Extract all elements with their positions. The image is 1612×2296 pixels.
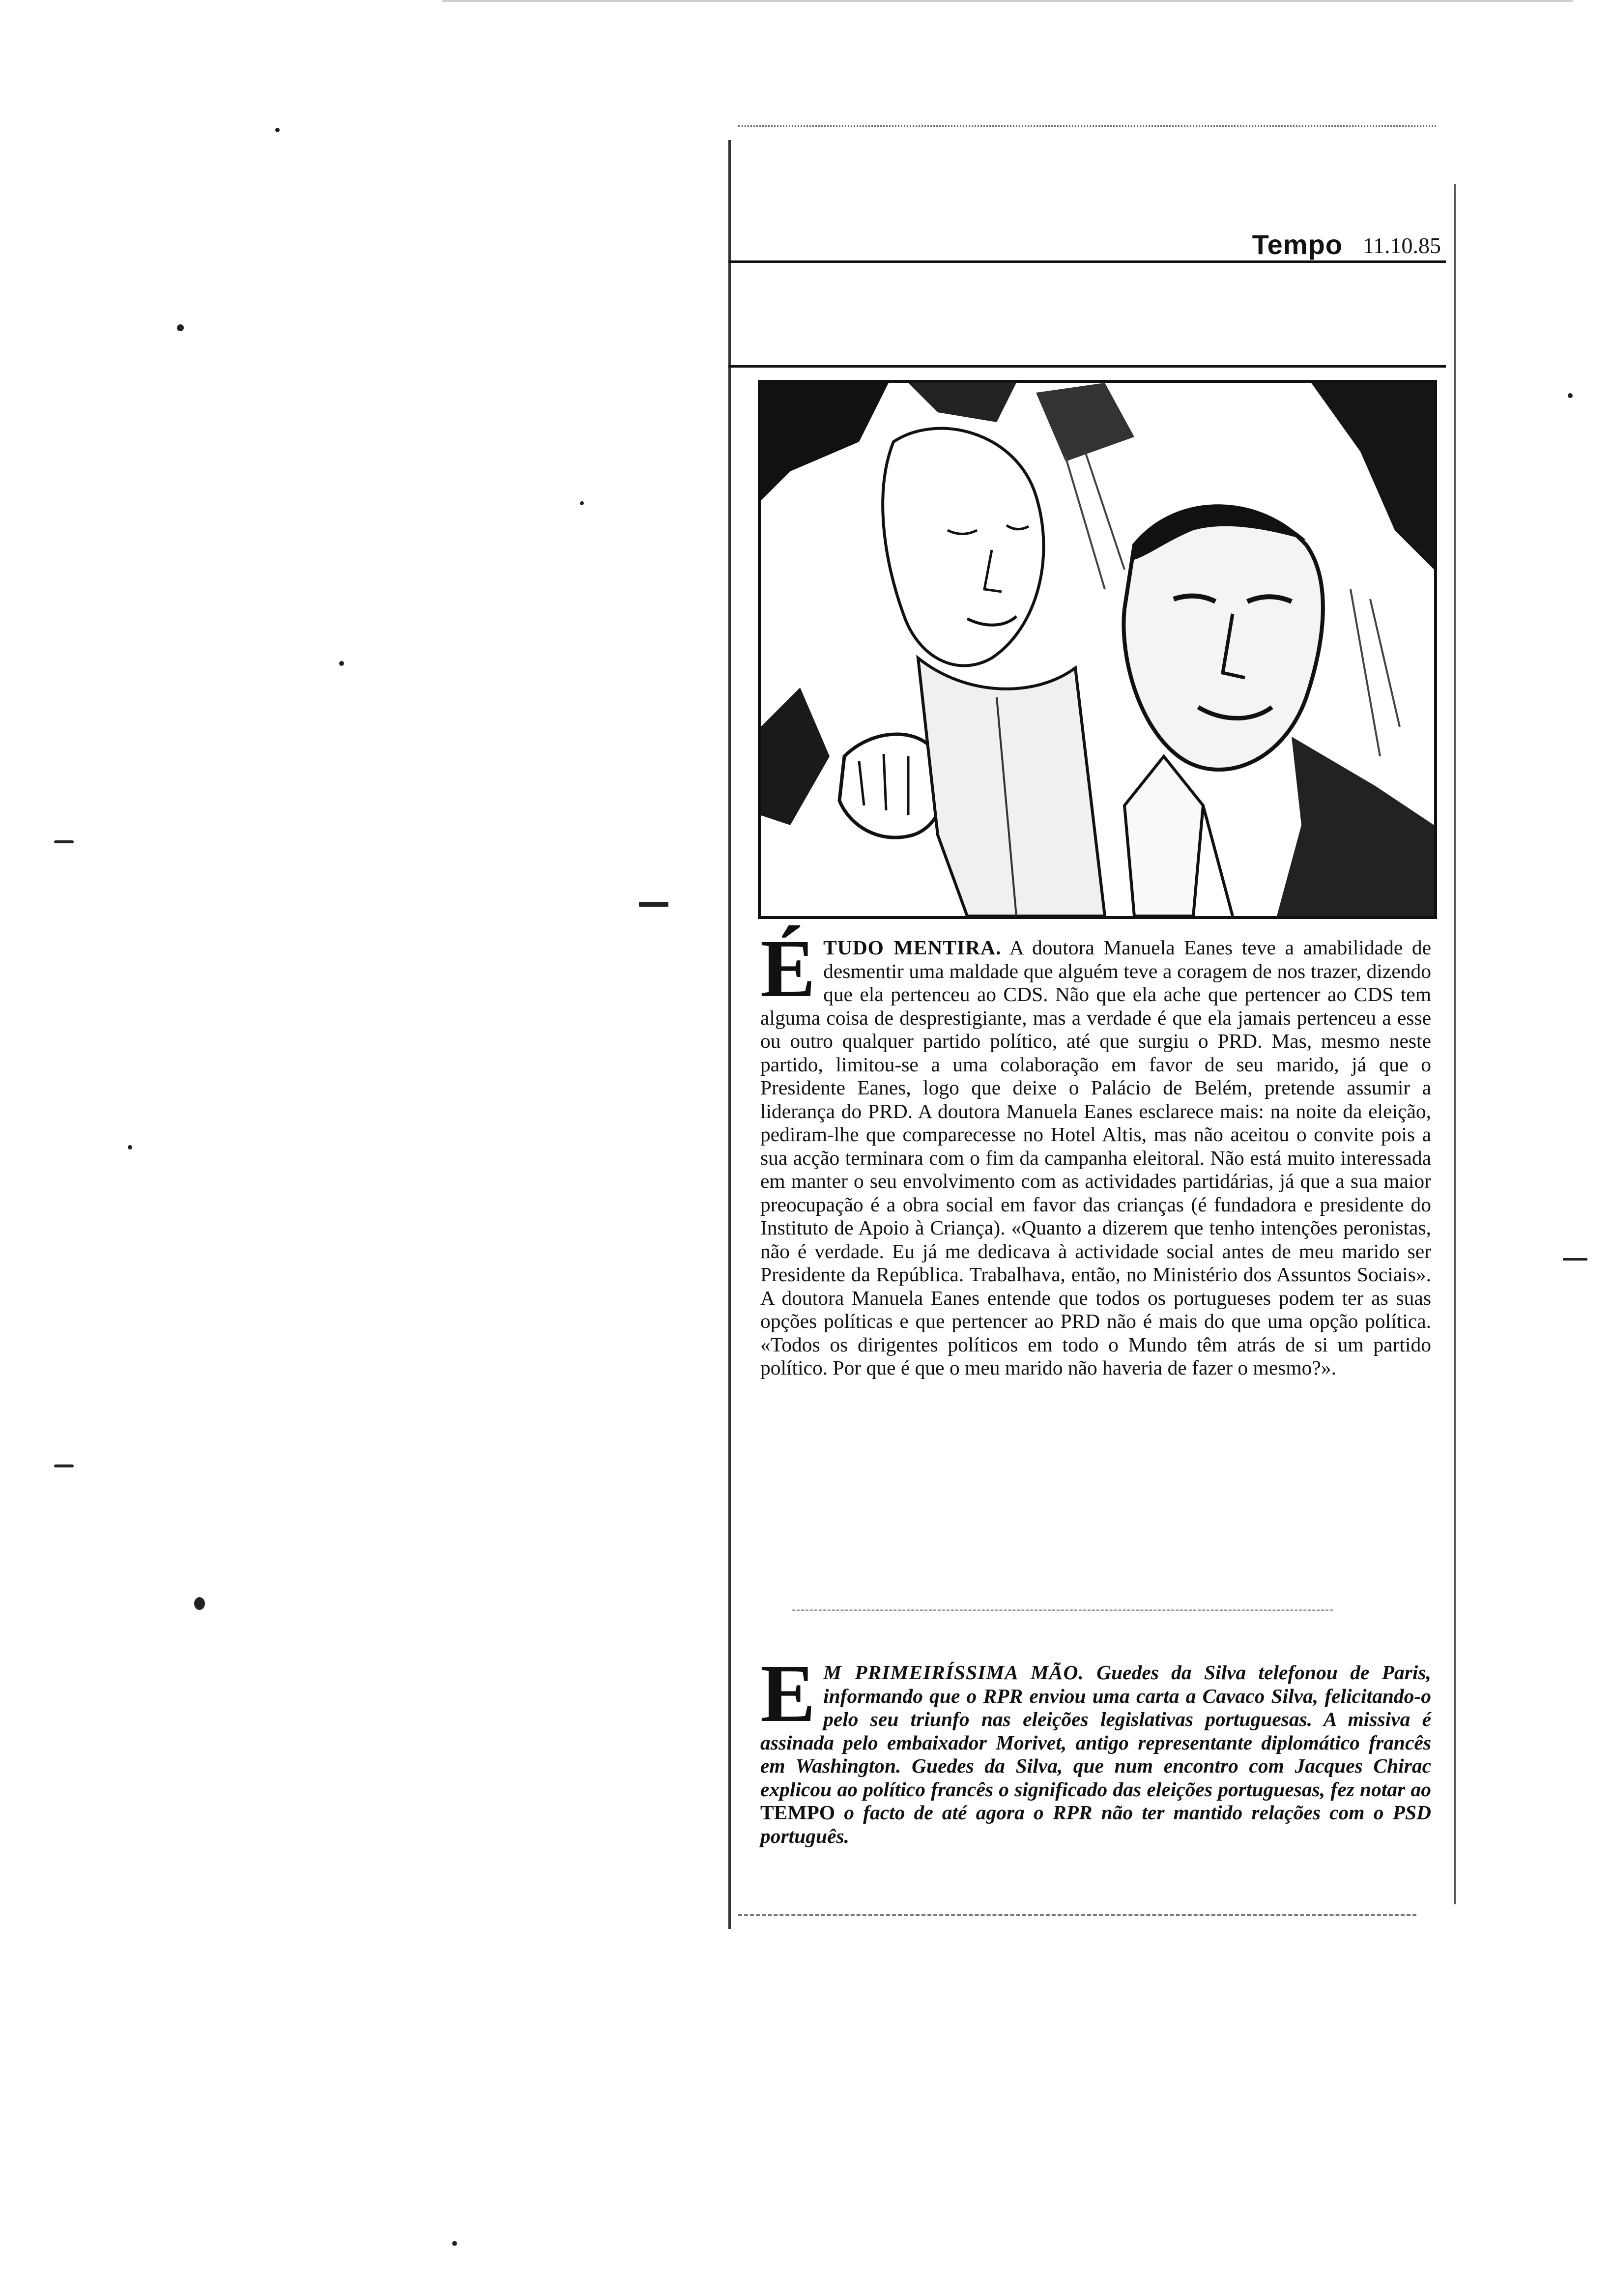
article-2-body-after: o facto de até agora o RPR não ter mantido relações com o PSD português. [760, 1801, 1431, 1847]
drop-cap: É [760, 923, 816, 1014]
masthead-rule [728, 260, 1446, 263]
tempo-reference: TEMPO [760, 1801, 835, 1824]
scan-speck [339, 661, 344, 666]
drop-cap: E [760, 1648, 816, 1739]
article-2-headline: M PRIMEIRÍSSIMA MÃO. [823, 1661, 1084, 1684]
page-top-line [442, 0, 1573, 2]
scan-speck [1568, 393, 1573, 398]
scan-speck [639, 902, 668, 907]
scan-speck [452, 2241, 457, 2246]
article-primeirissima-mao [760, 1648, 1431, 1848]
scan-speck [177, 324, 184, 331]
article-divider [792, 1609, 1333, 1612]
article-2-text [760, 1648, 1431, 1848]
article-1-body: A doutora Manuela Eanes teve a amabilidade de desmentir uma maldade que alguém teve a coragem de nos trazer, dizendo que ela pertenceu ao CDS. Não que ela ache que pertencer ao CDS tem alguma coisa de desprestigiante, mas a verdade é que ela jamais pertenceu a esse ou outro qualquer partido político, até que surgiu o PRD. Mas, mesmo neste partido, limitou-se a uma colaboração em favor de seu marido, já que o Presidente Eanes, logo que deixe o Palácio de Belém, pretende assumir a liderança do PRD. A doutora Manuela Eanes esclarece mais: na noite da eleição, pediram-lhe que comparecesse no Hotel Altis, mas não aceitou o convite pois a sua acção terminara com o fim da campanha eleitoral. Não está muito interessada em manter o seu envolvimento com as actividades partidárias, já que a sua maior preocupação é a obra social em favor das crianças (é fundadora e presidente do Instituto de Apoio à Criança). «Quanto a dizerem que tenho intenções peronistas, não é verdade. Eu já me dedicava à actividade social antes de meu marido ser Presidente da República. Trabalhava, então, no Ministério dos Assuntos Sociais». A doutora Manuela Eanes entende que todos os portugueses podem ter as suas opções políticas e que pertencer ao PRD não é mais do que uma opção política. «Todos os dirigentes políticos em todo o Mundo têm atrás de si um partido político. Por que é que o meu marido não haveria de fazer o mesmo?». [760, 936, 1431, 1379]
scan-speck [128, 1145, 132, 1149]
article-1-text [760, 923, 1431, 1380]
clipping-bottom-edge [738, 1914, 1416, 1918]
article-2-body-before: Guedes da Silva telefonou de Paris, informando que o RPR enviou uma carta a Cavaco Silva, felicitando-o pelo seu triunfo nas eleições legislativas portuguesas. A missiva é assinada pelo embaixador Morivet, antigo representante diplomático francês em Washington. Guedes da Silva, que num encontro com Jacques Chirac explicou ao político francês o significado das eleições portuguesas, fez notar ao [760, 1661, 1431, 1801]
clipping-left-edge [728, 140, 731, 1929]
photo-illustration [761, 383, 1434, 916]
scan-speck [275, 128, 280, 132]
clipping-top-edge [738, 125, 1436, 128]
scan-speck [54, 840, 74, 843]
publication-name: Tempo [1252, 229, 1343, 260]
scan-speck [54, 1464, 74, 1467]
news-photo [758, 380, 1437, 919]
scan-speck [194, 1597, 205, 1610]
scan-speck [1563, 1258, 1587, 1261]
article-tudo-mentira [760, 923, 1431, 1380]
section-rule [728, 365, 1446, 368]
clipping-right-edge [1454, 184, 1456, 1904]
scan-speck [580, 501, 584, 505]
newspaper-clipping [728, 125, 1456, 1934]
article-1-headline: TUDO MENTIRA. [823, 936, 1002, 959]
publication-date: 11.10.85 [1362, 233, 1441, 258]
